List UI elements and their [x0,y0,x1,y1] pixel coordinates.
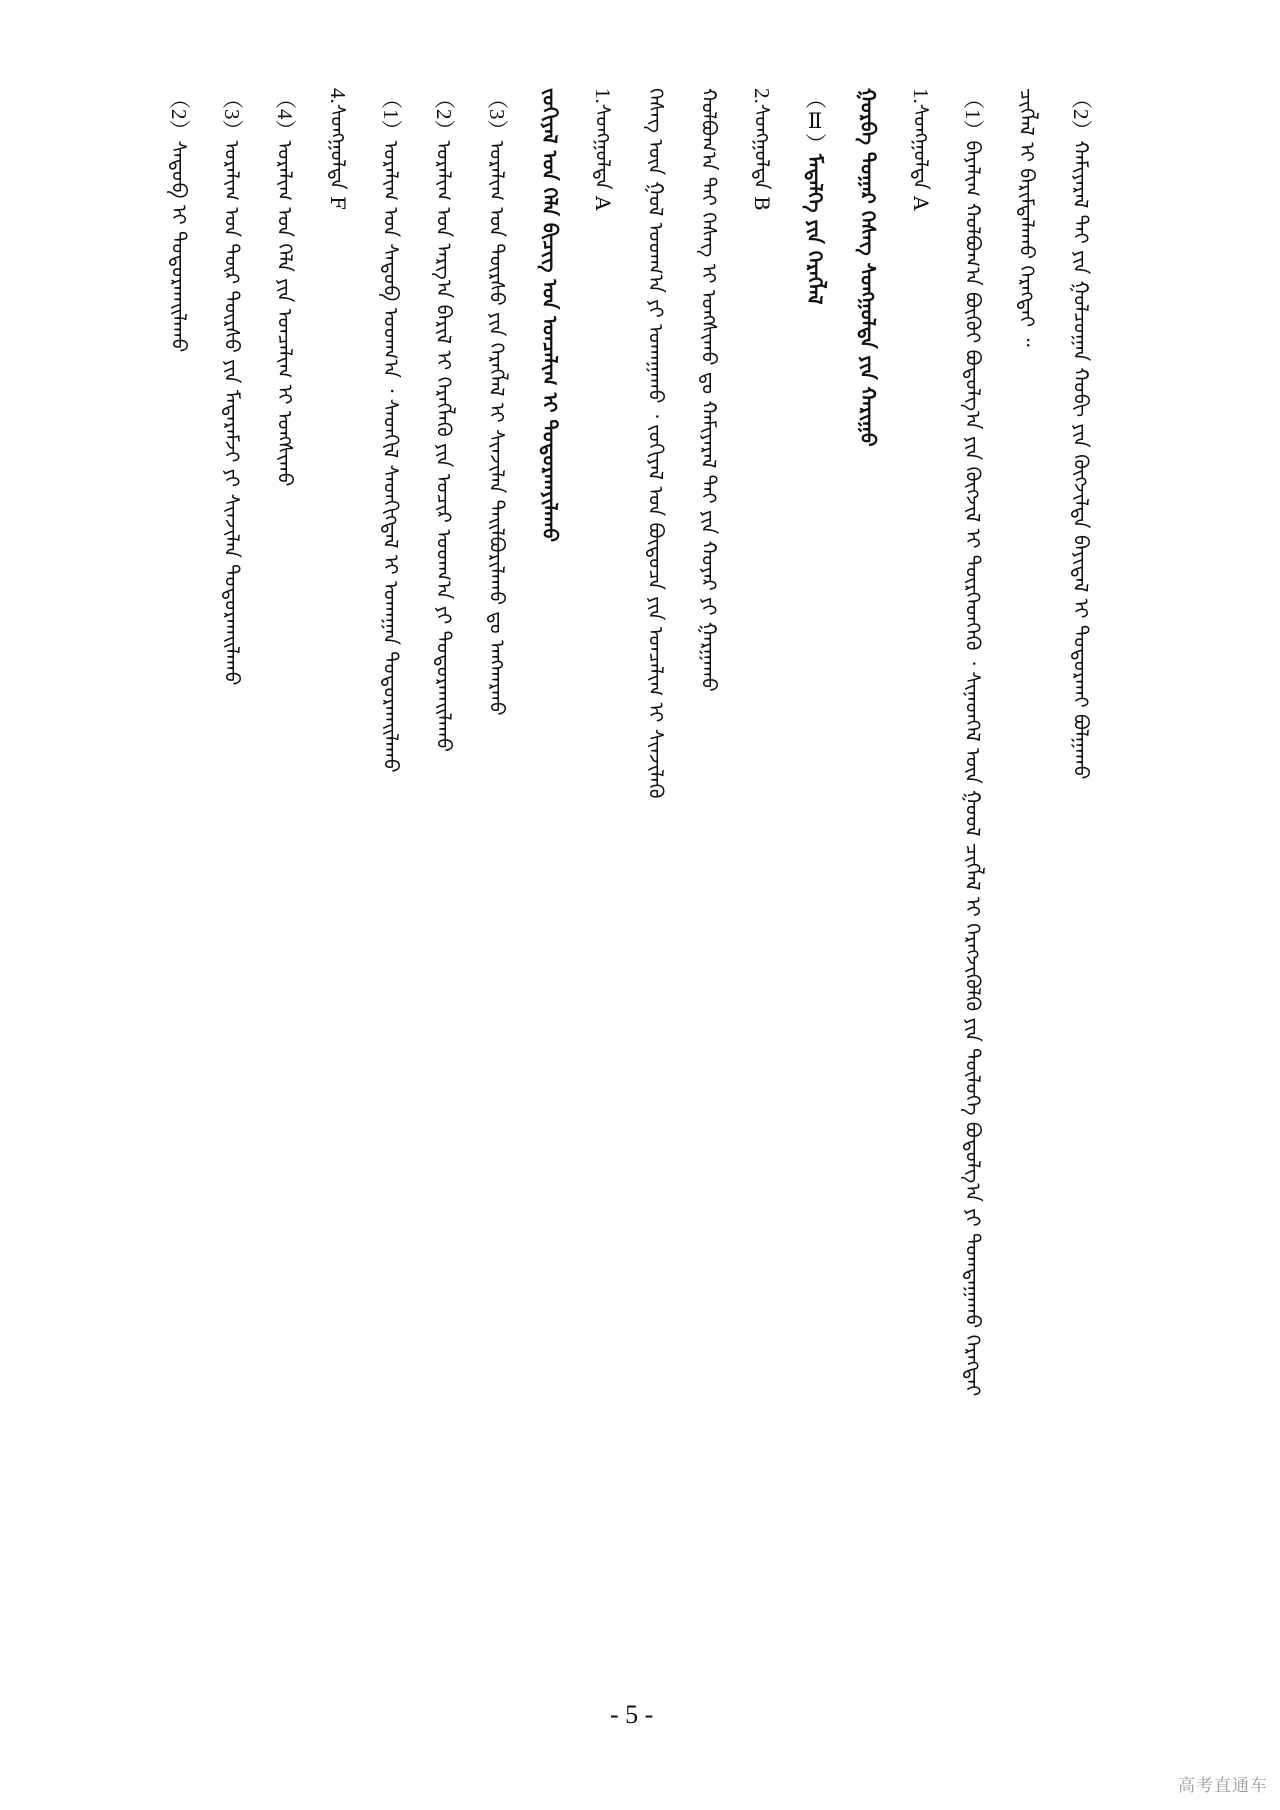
item-number: （3） [485,88,509,141]
item-number: （2） [167,88,191,141]
column-text: ᠮᠡᠳᠡᠯᠭᠡ ᠶᠢᠨ ᠬᠡᠷᠡᠭᠯᠡᠯ [803,154,827,305]
item-number: （4） [273,88,297,141]
item-number: （Ⅱ） [803,88,827,154]
column-text: ᠵᠣᠬᠢᠶᠠᠯ ᠤᠨ ᠬᠡᠯᠡ ᠪᠢᠴᠢᠭ ᠤᠨ ᠣᠨᠴᠠᠯᠢᠭ ᠢ ᠲᠣᠳᠤᠷᠬᠠᠶᠢᠯᠠᠬᠤ [538,88,562,543]
column-text: ᠤᠷᠠᠯᠢᠭ ᠤᠨ ᠰᠡᠳᠦᠪ ᠤᠳᠬ᠎ᠠ ᠂ ᠰᠡᠳᠬᠢᠯ ᠰᠡᠳᠬᠢᠭᠳᠡᠯ ᠢ ᠤᠬᠠᠭᠠᠨ ᠲᠣᠳᠤᠷᠬᠠᠢᠯᠠᠬᠤ [379,140,403,773]
text-column-13 [429,88,459,1748]
text-column-12 [482,88,512,1748]
text-column-5 [853,88,883,1748]
text-column-9 [641,88,671,1748]
page-number: - 5 - [610,1700,654,1729]
column-text: ᠰᠣᠩᠭᠣᠯᠲᠠ B [750,103,774,211]
column-text: ᠰᠣᠩᠭᠣᠯᠲᠠ F [326,103,350,210]
item-number: （2） [432,88,456,141]
text-column-18 [164,88,194,1748]
item-number: （3） [220,88,244,141]
text-column-8 [694,88,724,1748]
column-text: ᠤᠷᠠᠯᠢᠭ ᠤᠨ ᠳᠦᠷᠰᠦ ᠶᠢᠨ ᠬᠡᠷᠡᠭᠯᠡᠯ ᠢ ᠰᠢᠨᠵᠢᠯᠡᠨ ᠲᠠᠢᠯᠪᠤᠷᠢᠯᠠᠬᠤ ᠳᠤ ᠠᠩᠬᠠᠷᠬᠤ [485,140,509,716]
column-text: ᠪᠠᠶᠠᠯᠢᠭ ᠬᠣᠯᠪᠣᠭ᠎ᠠ ᠪᠦᠬᠦᠢ ᠪᠣᠳᠤᠯᠭ᠎ᠠ ᠶᠢᠨ ᠬᠥᠭᠵᠢᠯ ᠢ ᠲᠦᠷᠭᠡᠳᠬᠡᠬᠦ ᠂ ᠰᠢᠨᠡᠳᠬᠡᠯ ᠦᠨ ᠭᠤᠤᠯ ᠴᠢᠭᠯᠡᠯ ᠢ ᠬᠡᠷᠡᠭᠵᠢᠭᠦᠯᠬᠦ ᠶᠢᠨ ᠲᠥᠯᠥᠭᠡ ᠪᠣᠳᠤᠯᠭ᠎ᠠ ᠶᠢ ᠲᠣᠭᠲᠠᠭᠠᠬᠤ ᠬᠡᠷᠡᠭᠲᠡᠢ [961,140,985,1397]
text-column-10 [588,88,618,1748]
text-column-2 [1012,88,1042,1748]
text-column-1 [1066,88,1096,1748]
text-column-3 [958,88,988,1748]
column-text: ᠭᠤᠷᠪᠠ ᠳᠤᠭᠠᠷ ᠬᠡᠰᠡᠭ ᠰᠣᠩᠭᠣᠯᠲᠠ ᠶᠢᠨ ᠬᠠᠷᠢᠭᠤ [856,88,880,447]
column-text: ᠰᠡᠳᠦᠪ ᠢ ᠲᠣᠳᠤᠷᠬᠠᠢᠯᠠᠬᠤ [167,140,191,353]
item-number: （1） [379,88,403,141]
item-number: （2） [1069,88,1093,141]
text-column-17 [217,88,247,1748]
column-text: ᠰᠣᠩᠭᠣᠯᠲᠠ A [909,103,933,211]
text-column-16 [270,88,300,1748]
text-column-6 [800,88,830,1748]
text-column-11 [535,88,565,1748]
column-text: ᠬᠡᠰᠡᠭ ᠦᠨ ᠭᠣᠯ ᠤᠳᠬ᠎ᠠ ᠶᠢ ᠤᠬᠠᠭᠠᠬᠤ ᠂ ᠵᠣᠬᠢᠶᠠᠯ ᠤᠨ ᠪᠦᠲᠦᠴᠡ ᠶᠢᠨ ᠣᠨᠴᠠᠯᠢᠭ ᠢ ᠰᠢᠨᠵᠢᠯᠡᠬᠦ [644,88,668,799]
column-text: ᠬᠠᠮᠢᠶᠠᠷᠠᠯ ᠲᠠᠢ ᠶᠢᠨ ᠭᠣᠯᠴᠤᠭᠠᠨ ᠬᠤᠪᠢ ᠶᠢᠨ ᠬᠥᠭᠵᠢᠯᠲᠡ ᠪᠠᠶᠢᠳᠠᠯ ᠢ ᠲᠣᠳᠤᠷᠬᠠᠢ ᠪᠣᠯᠭᠠᠬᠤ [1069,140,1093,780]
column-text: ᠬᠣᠯᠪᠣᠭ᠎ᠠ ᠲᠠᠢ ᠬᠡᠰᠡᠭ ᠢ ᠤᠩᠰᠢᠬᠤ ᠳᠤ ᠬᠠᠮᠢᠶᠠᠷᠠᠯ ᠲᠠᠢ ᠶᠢᠨ ᠬᠣᠶᠠᠷ ᠶᠢ ᠭᠠᠷᠭᠠᠬᠤ [697,88,721,692]
item-number: 4. [326,88,350,104]
item-number: 1. [591,88,615,104]
column-text: ᠤᠷᠠᠯᠢᠭ ᠤᠨ ᠠᠷᠭ᠎ᠠ ᠪᠠᠷᠢᠯ ᠢ ᠬᠡᠷᠡᠭᠯᠡᠬᠦ ᠶᠢᠨ ᠤᠴᠢᠷ ᠤᠳᠬ᠎ᠠ ᠶᠢ ᠲᠣᠳᠤᠷᠬᠠᠢᠯᠠᠬᠤ [432,140,456,752]
item-number: 1. [909,88,933,104]
text-column-14 [376,88,406,1748]
column-text: ᠰᠣᠩᠭᠣᠯᠲᠠ A [591,103,615,211]
item-number: 2. [750,88,774,104]
item-number: （1） [961,88,985,141]
column-text: ᠤᠷᠠᠯᠢᠭ ᠤᠨ ᠬᠡᠯᠡ ᠶᠢᠨ ᠣᠨᠴᠠᠯᠢᠭ ᠢ ᠤᠩᠰᠢᠬᠤ [273,140,297,487]
text-column-4 [906,88,936,1748]
watermark-text: 高考直通车 [1178,1776,1268,1796]
text-column-15 [323,88,353,1748]
column-text: ᠤᠷᠠᠯᠢᠭ ᠤᠨ ᠳᠦᠷ ᠳᠦᠷᠰᠦ ᠶᠢᠨ ᠮᠡᠳᠡᠷᠡᠮᠵᠢ ᠶᠢ ᠰᠢᠨᠵᠢᠯᠡᠨ ᠲᠣᠳᠤᠷᠬᠠᠢᠯᠠᠬᠤ [220,140,244,686]
text-column-7 [747,88,777,1748]
column-text: ᠴᠢᠭᠯᠡᠯ ᠢ ᠪᠠᠷᠢᠮᠲᠠᠯᠠᠬᠤ ᠬᠡᠷᠡᠭᠲᠡᠢ ᠃ [1015,88,1039,347]
